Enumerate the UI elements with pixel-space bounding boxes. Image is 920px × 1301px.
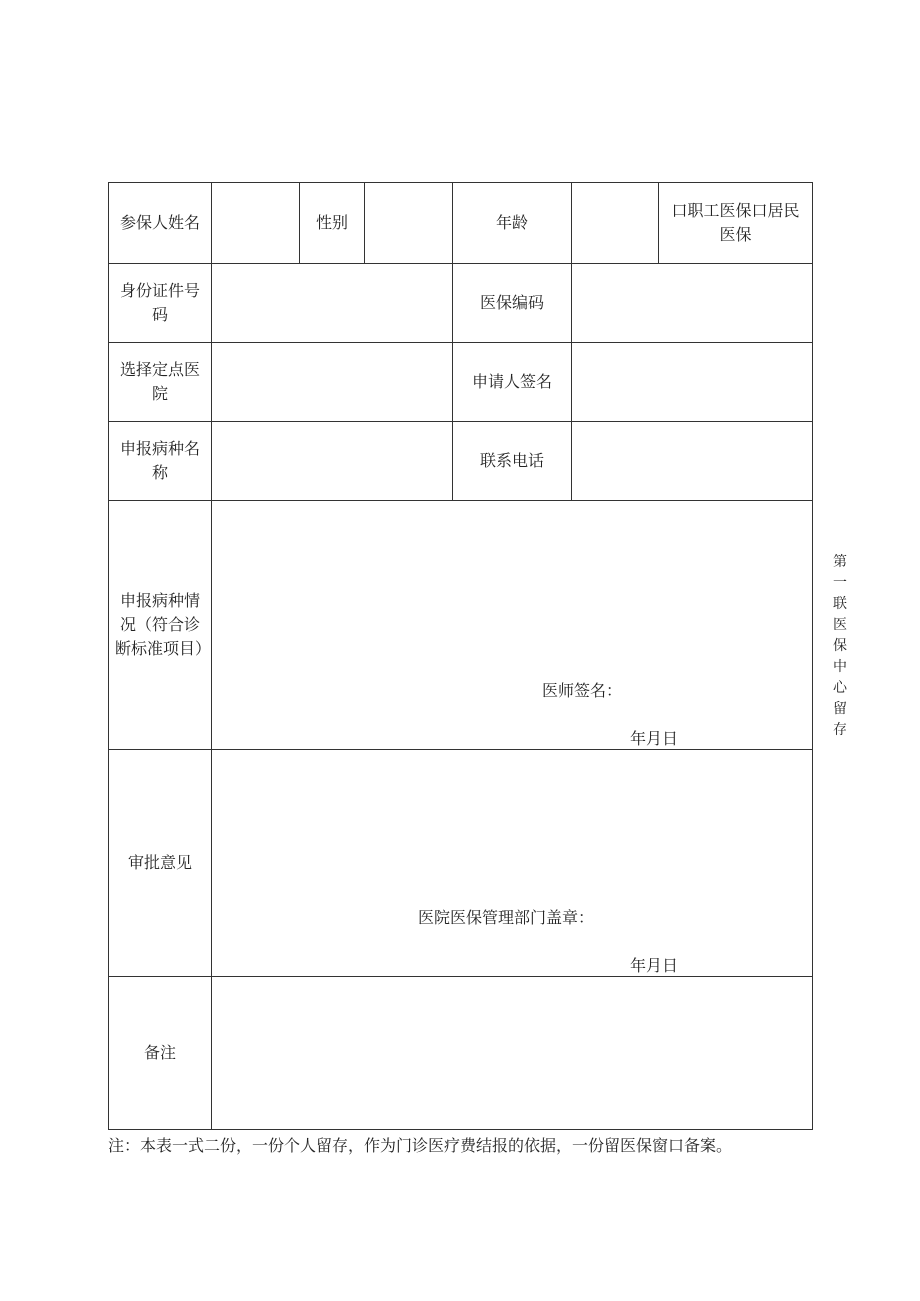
insurance-code-field[interactable] bbox=[572, 264, 813, 343]
name-field[interactable] bbox=[212, 183, 300, 264]
applicant-signature-label: 申请人签名 bbox=[453, 343, 572, 422]
id-number-label: 身份证件号码 bbox=[109, 264, 212, 343]
condition-label: 申报病种情况（符合诊断标准项目） bbox=[109, 501, 212, 750]
hospital-field[interactable] bbox=[212, 343, 453, 422]
disease-name-field[interactable] bbox=[212, 422, 453, 501]
copy-label-vertical bbox=[830, 552, 850, 741]
id-number-field[interactable] bbox=[212, 264, 453, 343]
insurance-code-label: 医保编码 bbox=[453, 264, 572, 343]
side-char: 医 bbox=[833, 617, 847, 633]
condition-field[interactable] bbox=[212, 501, 813, 750]
gender-label: 性别 bbox=[300, 183, 365, 264]
doctor-date-label: 年月日 bbox=[630, 729, 679, 748]
phone-label: 联系电话 bbox=[453, 422, 572, 501]
dept-seal-label: 医院医保管理部门盖章： bbox=[418, 908, 595, 927]
side-char: 留 bbox=[833, 701, 847, 717]
age-label: 年龄 bbox=[453, 183, 572, 264]
hospital-label: 选择定点医院 bbox=[109, 343, 212, 422]
side-char: 联 bbox=[833, 596, 847, 612]
phone-field[interactable] bbox=[572, 422, 813, 501]
side-char: 存 bbox=[833, 722, 847, 738]
doctor-signature-label: 医师签名： bbox=[542, 681, 623, 700]
side-char: 中 bbox=[833, 659, 847, 675]
gender-field[interactable] bbox=[365, 183, 453, 264]
name-label: 参保人姓名 bbox=[109, 183, 212, 264]
insurance-type-options[interactable]: 口职工医保口居民医保 bbox=[659, 183, 813, 264]
disease-name-label: 申报病种名称 bbox=[109, 422, 212, 501]
side-char: 保 bbox=[833, 638, 847, 654]
application-form-table bbox=[108, 182, 813, 1130]
side-char: 心 bbox=[833, 680, 847, 696]
age-field[interactable] bbox=[572, 183, 659, 264]
side-char: 第 bbox=[833, 554, 847, 570]
side-char: 一 bbox=[833, 575, 847, 591]
remark-label: 备注 bbox=[109, 977, 212, 1130]
approval-field[interactable] bbox=[212, 750, 813, 977]
footnote: 注：本表一式二份，一份个人留存，作为门诊医疗费结报的依据，一份留医保窗口备案。 bbox=[108, 1136, 733, 1155]
remark-field[interactable] bbox=[212, 977, 813, 1130]
approval-label: 审批意见 bbox=[109, 750, 212, 977]
approval-date-label: 年月日 bbox=[630, 956, 679, 975]
applicant-signature-field[interactable] bbox=[572, 343, 813, 422]
